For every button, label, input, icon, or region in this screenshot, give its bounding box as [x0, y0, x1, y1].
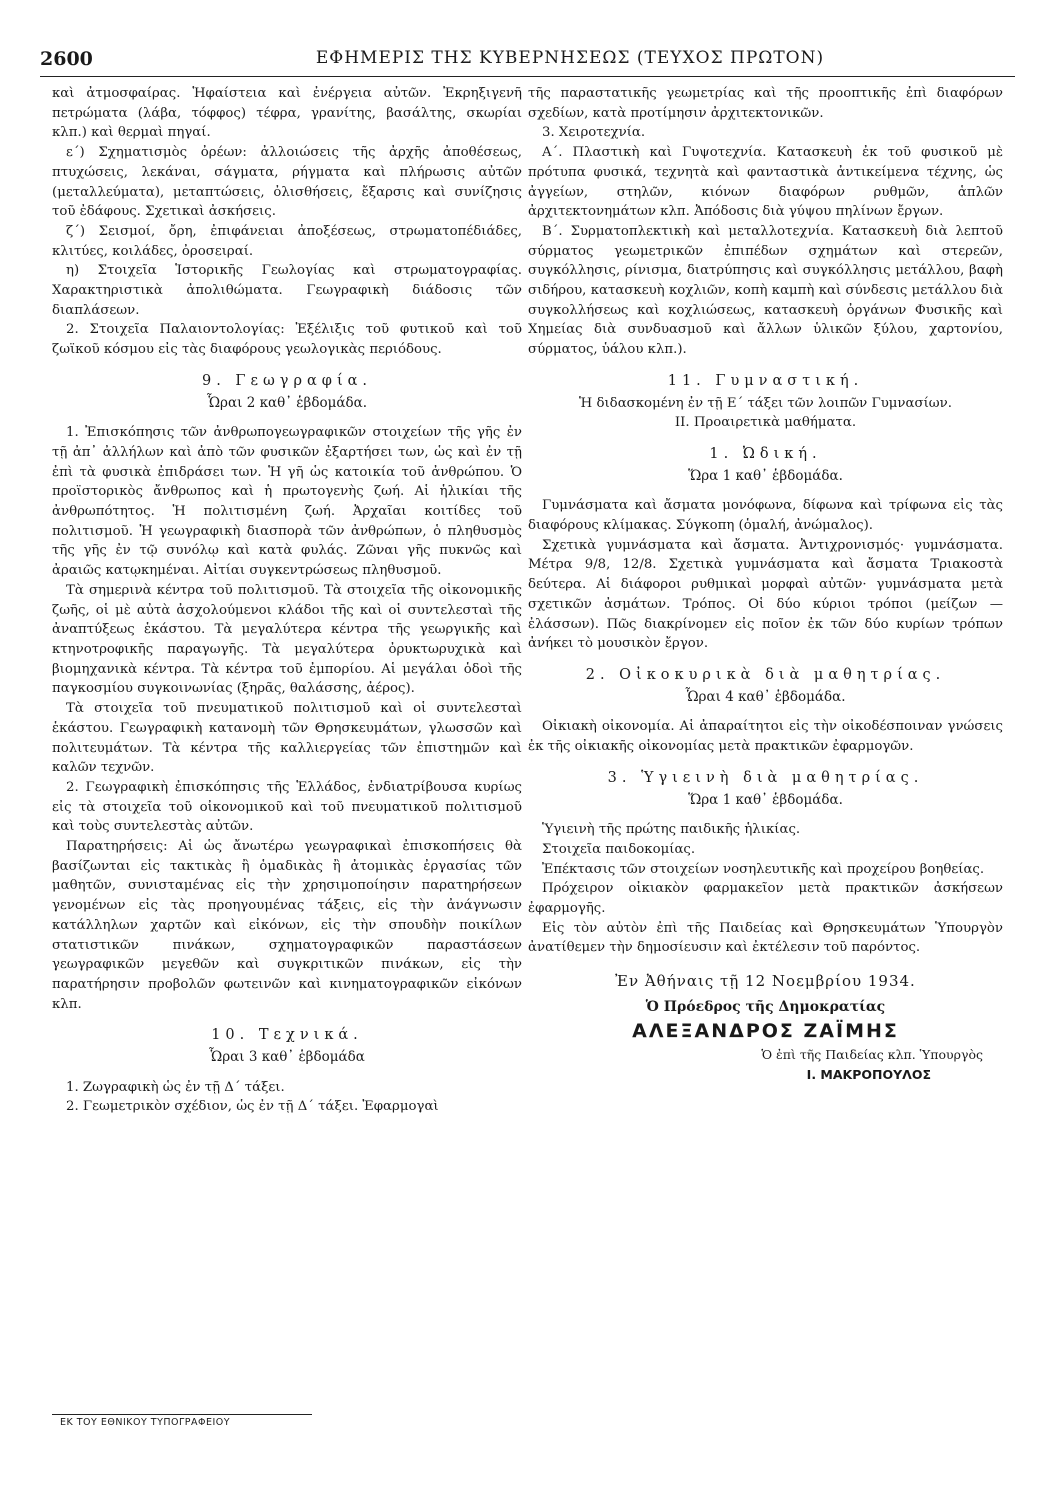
geology-paragraph: ζ΄) Σεισμοί, ὄρη, ἐπιφάνειαι ἀποξέσεως, στρωματοπέδιάδες, κλιτύες, κοιλάδες, ὀροσειραί.: [52, 223, 522, 259]
page-header: [40, 46, 1020, 76]
body-paragraph: 1. Ἐπισκόπησις τῶν ἀνθρωπογεωγραφικῶν στοιχείων τῆς γῆς ἐν τῇ ἀπ᾽ ἀλλήλων καὶ ἀπὸ τῶν φυσικῶν ἐξαρτήσει των, ὡς καὶ ἐν τῇ ἐπὶ τὰ φυσικὰ ἐπιδράσει των. Ἡ γῆ ὡς κατοικία τοῦ ἀνθρώπου. Ὁ προϊστορικὸς ἄνθρωπος καὶ ἡ πρωτογενὴς ζωή. Αἱ ἡλικίαι τῆς ἀνθρωπότητος. Ἡ πολιτισμένη ζωή. Ἀρχαῖαι κοιτίδες τοῦ πολιτισμοῦ. Ἡ γεωγραφικὴ διασπορὰ τῶν ἀνθρώπων, ὁ πληθυσμὸς τῆς γῆς ἐν τῷ συνόλῳ καὶ κατὰ φυλάς. Ζῶναι γῆς πυκνῶς καὶ ἀραιῶς κατῳκημέναι. Αἰτίαι συγκεντρώσεως πληθυσμοῦ.: [52, 425, 522, 579]
section-heading-hygiene: 3. Ὑγιεινὴ διὰ μαθητρίας.: [607, 769, 924, 786]
section-heading-home-economics: 2. Οἰκοκυρικὰ διὰ μαθητρίας.: [585, 666, 946, 683]
hours-line: Ὥρα 1 καθ᾽ ἑβδομάδα.: [688, 467, 843, 484]
page-number: 2600: [40, 48, 93, 70]
minister-title: Ὁ ἐπὶ τῆς Παιδείας κλπ. Ὑπουργὸς: [761, 1047, 983, 1063]
header-rule: [40, 76, 1015, 77]
body-paragraph: Ἐπέκτασις τῶν στοιχείων νοσηλευτικῆς καὶ προχείρου βοηθείας.: [542, 861, 985, 877]
body-paragraph: 1. Ζωγραφικὴ ὡς ἐν τῇ Δ΄ τάξει.: [66, 1079, 285, 1095]
hours-line: Ὧραι 3 καθ᾽ ἑβδομάδα: [209, 1049, 365, 1066]
body-paragraph: Ὑγιεινὴ τῆς πρώτης παιδικῆς ἡλικίας.: [542, 822, 801, 838]
hours-line: Ὧραι 2 καθ᾽ ἑβδομάδα.: [206, 394, 368, 411]
hours-line: Ὧραι 4 καθ᾽ ἑβδομάδα.: [685, 688, 846, 705]
body-paragraph: Οἰκιακὴ οἰκονομία. Αἱ ἀπαραίτητοι εἰς τὴν οἰκοδέσποιναν γνώσεις ἐκ τῆς οἰκιακῆς οἰκονομίας μετὰ πρακτικῶν ἐφαρμογῶν.: [528, 719, 1003, 755]
footer-rule: [52, 1414, 312, 1415]
printer-footer: ΕΚ ΤΟΥ ΕΘΝΙΚΟΥ ΤΥΠΟΓΡΑΦΕΙΟΥ: [60, 1417, 231, 1428]
geology-paragraph: ε΄) Σχηματισμὸς ὀρέων: ἀλλοιώσεις τῆς ἀρχῆς ἀποθέσεως, πτυχώσεις, λεκάναι, σάγματα, ρήγματα καὶ πλήρωσις αὐτῶν (μεταλλεύματα), μεταπτώσεις, ὀλισθήσεις, ἔξαρσις καὶ συνίζησις τοῦ ἐδάφους. Σχετικαὶ ἀσκήσεις.: [52, 145, 522, 220]
signature-name: ΑΛΕΞΑΝΔΡΟΣ ΖΑΪΜΗΣ: [632, 1019, 899, 1042]
section-heading-gymnastics: 11. Γυμναστική.: [667, 372, 864, 389]
body-paragraph: Σχετικὰ γυμνάσματα καὶ ἄσματα. Ἀντιχρονισμός· γυμνάσματα. Μέτρα 9/8, 12/8. Σχετικὰ γυμνάσματα καὶ ἄσματα Τριακοστὰ δεύτερα. Αἱ διάφοροι ρυθμικαὶ μορφαὶ αὐτῶν· γυμνάσματα μετὰ σχετικῶν ἀσμάτων. Τρόπος. Οἱ δύο κύριοι τρόποι (μείζων — ἐλάσσων). Πῶς διακρίνομεν εἰς ποῖον ἐκ τῶν δύο κυρίων τρόπων ἀνήκει τὸ μουσικὸν ἔργον.: [528, 537, 1003, 652]
left-column: [52, 84, 522, 1117]
geology-paragraph: η) Στοιχεῖα Ἱστορικῆς Γεωλογίας καὶ στρωματογραφίας. Χαρακτηριστικὰ ἀπολιθώματα. Γεωγραφικὴ διάδοσις τῶν διαπλάσεων.: [52, 263, 522, 318]
body-paragraph: Γυμνάσματα καὶ ἄσματα μονόφωνα, δίφωνα καὶ τρίφωνα εἰς τὰς διαφόρους κλίμακας. Σύγκοπη (ὁμαλή, ἀνώμαλος).: [528, 498, 1003, 534]
section-heading-arts: 10. Τεχνικά.: [211, 1027, 363, 1044]
remarks-paragraph: Παρατηρήσεις: Αἱ ὡς ἄνωτέρω γεωγραφικαὶ ἐπισκοπήσεις θὰ βασίζωνται εἰς τακτικὰς ἢ ὁμαδικὰς ἢ ἀτομικὰς ἐργασίας τῶν μαθητῶν, συνισταμένας εἰς τὴν χρησιμοποίησιν παρατηρήσεων γενομένων εἰς τὰς προηγουμένας τάξεις, εἰς τὴν ἀνάγνωσιν κατάλληλων χαρτῶν καὶ εἰκόνων, εἰς τὴν σπουδὴν ποικίλων στατιστικῶν πινάκων, σχηματογραφικῶν παραστάσεων γεωγραφικῶν μεγεθῶν καὶ συγκριτικῶν πινάκων, εἰς τὴν παρατήρησιν προβολῶν φωτεινῶν καὶ κινηματογραφικῶν εἰκόνων κλπ.: [52, 839, 522, 1012]
section-heading-geography: 9. Γεωγραφία.: [201, 372, 373, 389]
body-paragraph: τῆς παραστατικῆς γεωμετρίας καὶ τῆς προοπτικῆς ἐπὶ διαφόρων σχεδίων, κατὰ προτίμησιν ἀρχιτεκτονικῶν.: [528, 86, 1003, 121]
signature-date: Ἐν Ἀθήναις τῇ 12 Νοεμβρίου 1934.: [615, 972, 916, 991]
body-paragraph: Β΄. Συρματοπλεκτικὴ καὶ μεταλλοτεχνία. Κατασκευὴ διὰ λεπτοῦ σύρματος γεωμετρικῶν ἐπιπέδων σχημάτων καὶ στερεῶν, συγκόλλησις, ρίνισμα, διατρύπησις καὶ συγκόλλησις μετάλλου, βαφὴ σιδήρου, κατασκευὴ κοχλιῶν, κοπὴ καμπὴ καὶ σύνδεσις μετάλλου διὰ συγκολλήσεως καὶ κοχλιώσεως, κατασκευὴ ὀργάνων Φυσικῆς καὶ Χημείας διὰ συνδυασμοῦ καὶ ἄλλων ὑλικῶν ξύλου, χαρτονίου, σύρματος, ὑάλου κλπ.).: [528, 223, 1003, 358]
gymnastics-line: Ἡ διδασκομένη ἐν τῇ Ε΄ τάξει τῶν λοιπῶν Γυμνασίων.: [579, 395, 952, 411]
geology-paragraph: 2. Στοιχεῖα Παλαιοντολογίας: Ἐξέλιξις τοῦ φυτικοῦ καὶ τοῦ ζωϊκοῦ κόσμου εἰς τὰς διαφόρους γεωλογικὰς περιόδους.: [52, 322, 522, 358]
body-paragraph: Τὰ σημερινὰ κέντρα τοῦ πολιτισμοῦ. Τὰ στοιχεῖα τῆς οἰκονομικῆς ζωῆς, οἱ μὲ αὐτὰ ἀσχολούμενοι κλάδοι τῆς καὶ οἱ συντελεσταὶ τῆς ἀναπτύξεως ἑκάστου. Τὰ μεγαλύτερα κέντρα τῆς γεωργικῆς καὶ κτηνοτροφικῆς παραγωγῆς. Τὰ μεγαλύτερα ὀρυκτωρυχικὰ καὶ βιομηχανικὰ κέντρα. Τὰ κέντρα τοῦ ἐμπορίου. Αἱ μεγάλαι ὁδοὶ τῆς παγκοσμίου συγκοινωνίας (ξηρᾶς, θαλάσσης, ἀέρος).: [52, 582, 522, 697]
body-paragraph: Στοιχεῖα παιδοκομίας.: [542, 841, 696, 857]
body-paragraph: Πρόχειρον οἰκιακὸν φαρμακεῖον μετὰ πρακτικῶν ἀσκήσεων ἐφαρμογῆς.: [528, 881, 1003, 917]
signature-role: Ὁ Πρόεδρος τῆς Δημοκρατίας: [645, 998, 886, 1015]
optional-subjects-heading: II. Προαιρετικὰ μαθήματα.: [674, 415, 857, 431]
section-heading-singing: 1. Ὠδική.: [709, 445, 822, 462]
hours-line: Ὥρα 1 καθ᾽ ἑβδομάδα.: [688, 791, 843, 808]
geology-paragraph: καὶ ἀτμοσφαίρας. Ἡφαίστεια καὶ ἐνέργεια αὐτῶν. Ἐκρηξιγενῆ πετρώματα (λάβα, τόφφος) τέφρα, γρανίτης, βασάλτης, σκωρίαι κλπ.) καὶ θερμαὶ πηγαί.: [52, 86, 522, 141]
right-column: [528, 84, 1003, 1085]
subsection-line: 3. Χειροτεχνία.: [542, 125, 646, 141]
body-paragraph: Τὰ στοιχεῖα τοῦ πνευματικοῦ πολιτισμοῦ καὶ οἱ συντελεσταὶ ἑκάστου. Γεωγραφικὴ κατανομὴ τῶν Θρησκευμάτων, γλωσσῶν καὶ πολιτευμάτων. Τὰ κέντρα τῆς καλλιεργείας τῶν ἐπιστημῶν καὶ καλῶν τεχνῶν.: [52, 701, 522, 776]
running-title: ΕΦΗΜΕΡΙΣ ΤΗΣ ΚΥΒΕΡΝΗΣΕΩΣ (ΤΕΥΧΟΣ ΠΡΩΤΟΝ): [315, 48, 825, 68]
body-paragraph: Εἰς τὸν αὐτὸν ἐπὶ τῆς Παιδείας καὶ Θρησκευμάτων Ὑπουργὸν ἀνατίθεμεν τὴν δημοσίευσιν καὶ ἐκτέλεσιν τοῦ παρόντος.: [528, 920, 1003, 956]
body-paragraph: 2. Γεωμετρικὸν σχέδιον, ὡς ἐν τῇ Δ΄ τάξει. Ἐφαρμογαὶ: [66, 1099, 439, 1115]
minister-name: Ι. ΜΑΚΡΟΠΟΥΛΟΣ: [806, 1066, 931, 1082]
body-paragraph: 2. Γεωγραφικὴ ἐπισκόπησις τῆς Ἑλλάδος, ἐνδιατρίβουσα κυρίως εἰς τὰ στοιχεῖα τοῦ οἰκονομικοῦ καὶ τοῦ πνευματικοῦ πολιτισμοῦ καὶ τοὺς συντελεστὰς αὐτῶν.: [52, 779, 522, 835]
body-paragraph: Α΄. Πλαστικὴ καὶ Γυψοτεχνία. Κατασκευὴ ἐκ τοῦ φυσικοῦ μὲ πρότυπα φυσικά, τεχνητὰ καὶ φανταστικὰ ἀντικείμενα τέχνης, ὡς ἀγγείων, στηλῶν, κιόνων διαφόρων ρυθμῶν, ἁπλῶν ἀρχιτεκτονημάτων κλπ. Ἀπόδοσις διὰ γύψου πηλίνων ἔργων.: [528, 145, 1003, 220]
